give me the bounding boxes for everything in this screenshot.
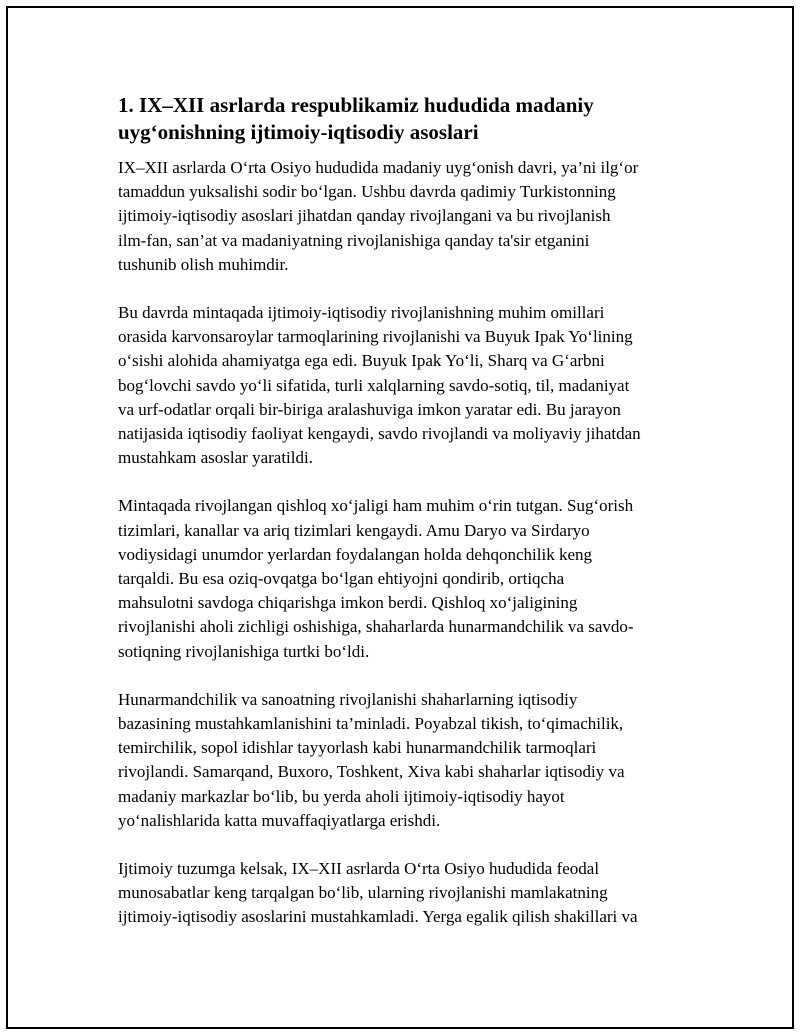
paragraph-crafts: Hunarmandchilik va sanoatning rivojlanishi shaharlarning iqtisodiy bazasining mustahkamlanishini ta’minladi. Poyabzal tikish, to‘qimachilik, temirchilik, sopol idishlar tayyorlash kabi hunarmandchilik tarmoqlari rivojlandi. Samarqand, Buxoro, Toshkent, Xiva kabi shaharlar iqtisodiy va madaniy markazlar bo‘lib, bu yerda aholi ijtimoiy-iqtisodiy hayot yo‘nalishlarida katta muvaffaqiyatlarga erishdi. (118, 689, 625, 830)
document-body (118, 92, 698, 954)
paragraph-social-structure: Ijtimoiy tuzumga kelsak, IX–XII asrlarda O‘rta Osiyo hududida feodal munosabatlar keng tarqalgan bo‘lib, ularning rivojlanishi mamlakatning ijtimoiy-iqtisodiy asoslarini mustahkamladi. Yerga egalik qilish shakillari va (118, 859, 638, 927)
paragraph-silk-road: Bu davrda mintaqada ijtimoiy-iqtisodiy rivojlanishning muhim omillari orasida karvonsaroylar tarmoqlarining rivojlanishi va Buyuk Ipak Yo‘lining o‘sishi alohida ahamiyatga ega edi. Buyuk Ipak Yo‘li, Sharq va G‘arbni bog‘lovchi savdo yo‘li sifatida, turli xalqlarning savdo-sotiq, til, madaniyat va urf-odatlar orqali bir-biriga aralashuviga imkon yaratar edi. Bu jarayon natijasida iqtisodiy faoliyat kengaydi, savdo rivojlandi va moliyaviy jihatdan mustahkam asoslar yaratildi. (118, 303, 641, 468)
paragraph-intro: IX–XII asrlarda O‘rta Osiyo hududida madaniy uyg‘onish davri, ya’ni ilg‘or tamaddun yuksalishi sodir bo‘lgan. Ushbu davrda qadimiy Turkistonning ijtimoiy-iqtisodiy asoslari jihatdan qanday rivojlangani va bu rivojlanish ilm-fan, san’at va madaniyatning rivojlanishiga qanday ta'sir etganini tushunib olish muhimdir. (118, 158, 639, 274)
section-heading: 1. IX–XII asrlarda respublikamiz hududida madaniy uyg‘onishning ijtimoiy-iqtisodiy asoslari (118, 93, 594, 144)
paragraph-agriculture: Mintaqada rivojlangan qishloq xo‘jaligi ham muhim o‘rin tutgan. Sug‘orish tizimlari, kanallar va ariq tizimlari kengaydi. Amu Daryo va Sirdaryo vodiysidagi unumdor yerlardan foydalangan holda dehqonchilik keng tarqaldi. Bu esa oziq-ovqatga bo‘lgan ehtiyojni qondirib, ortiqcha mahsulotni savdoga chiqarishga imkon berdi. Qishloq xo‘jaligining rivojlanishi aholi zichligi oshishiga, shaharlarda hunarmandchilik va savdo- sotiqning rivojlanishiga turtki bo‘ldi. (118, 496, 634, 661)
